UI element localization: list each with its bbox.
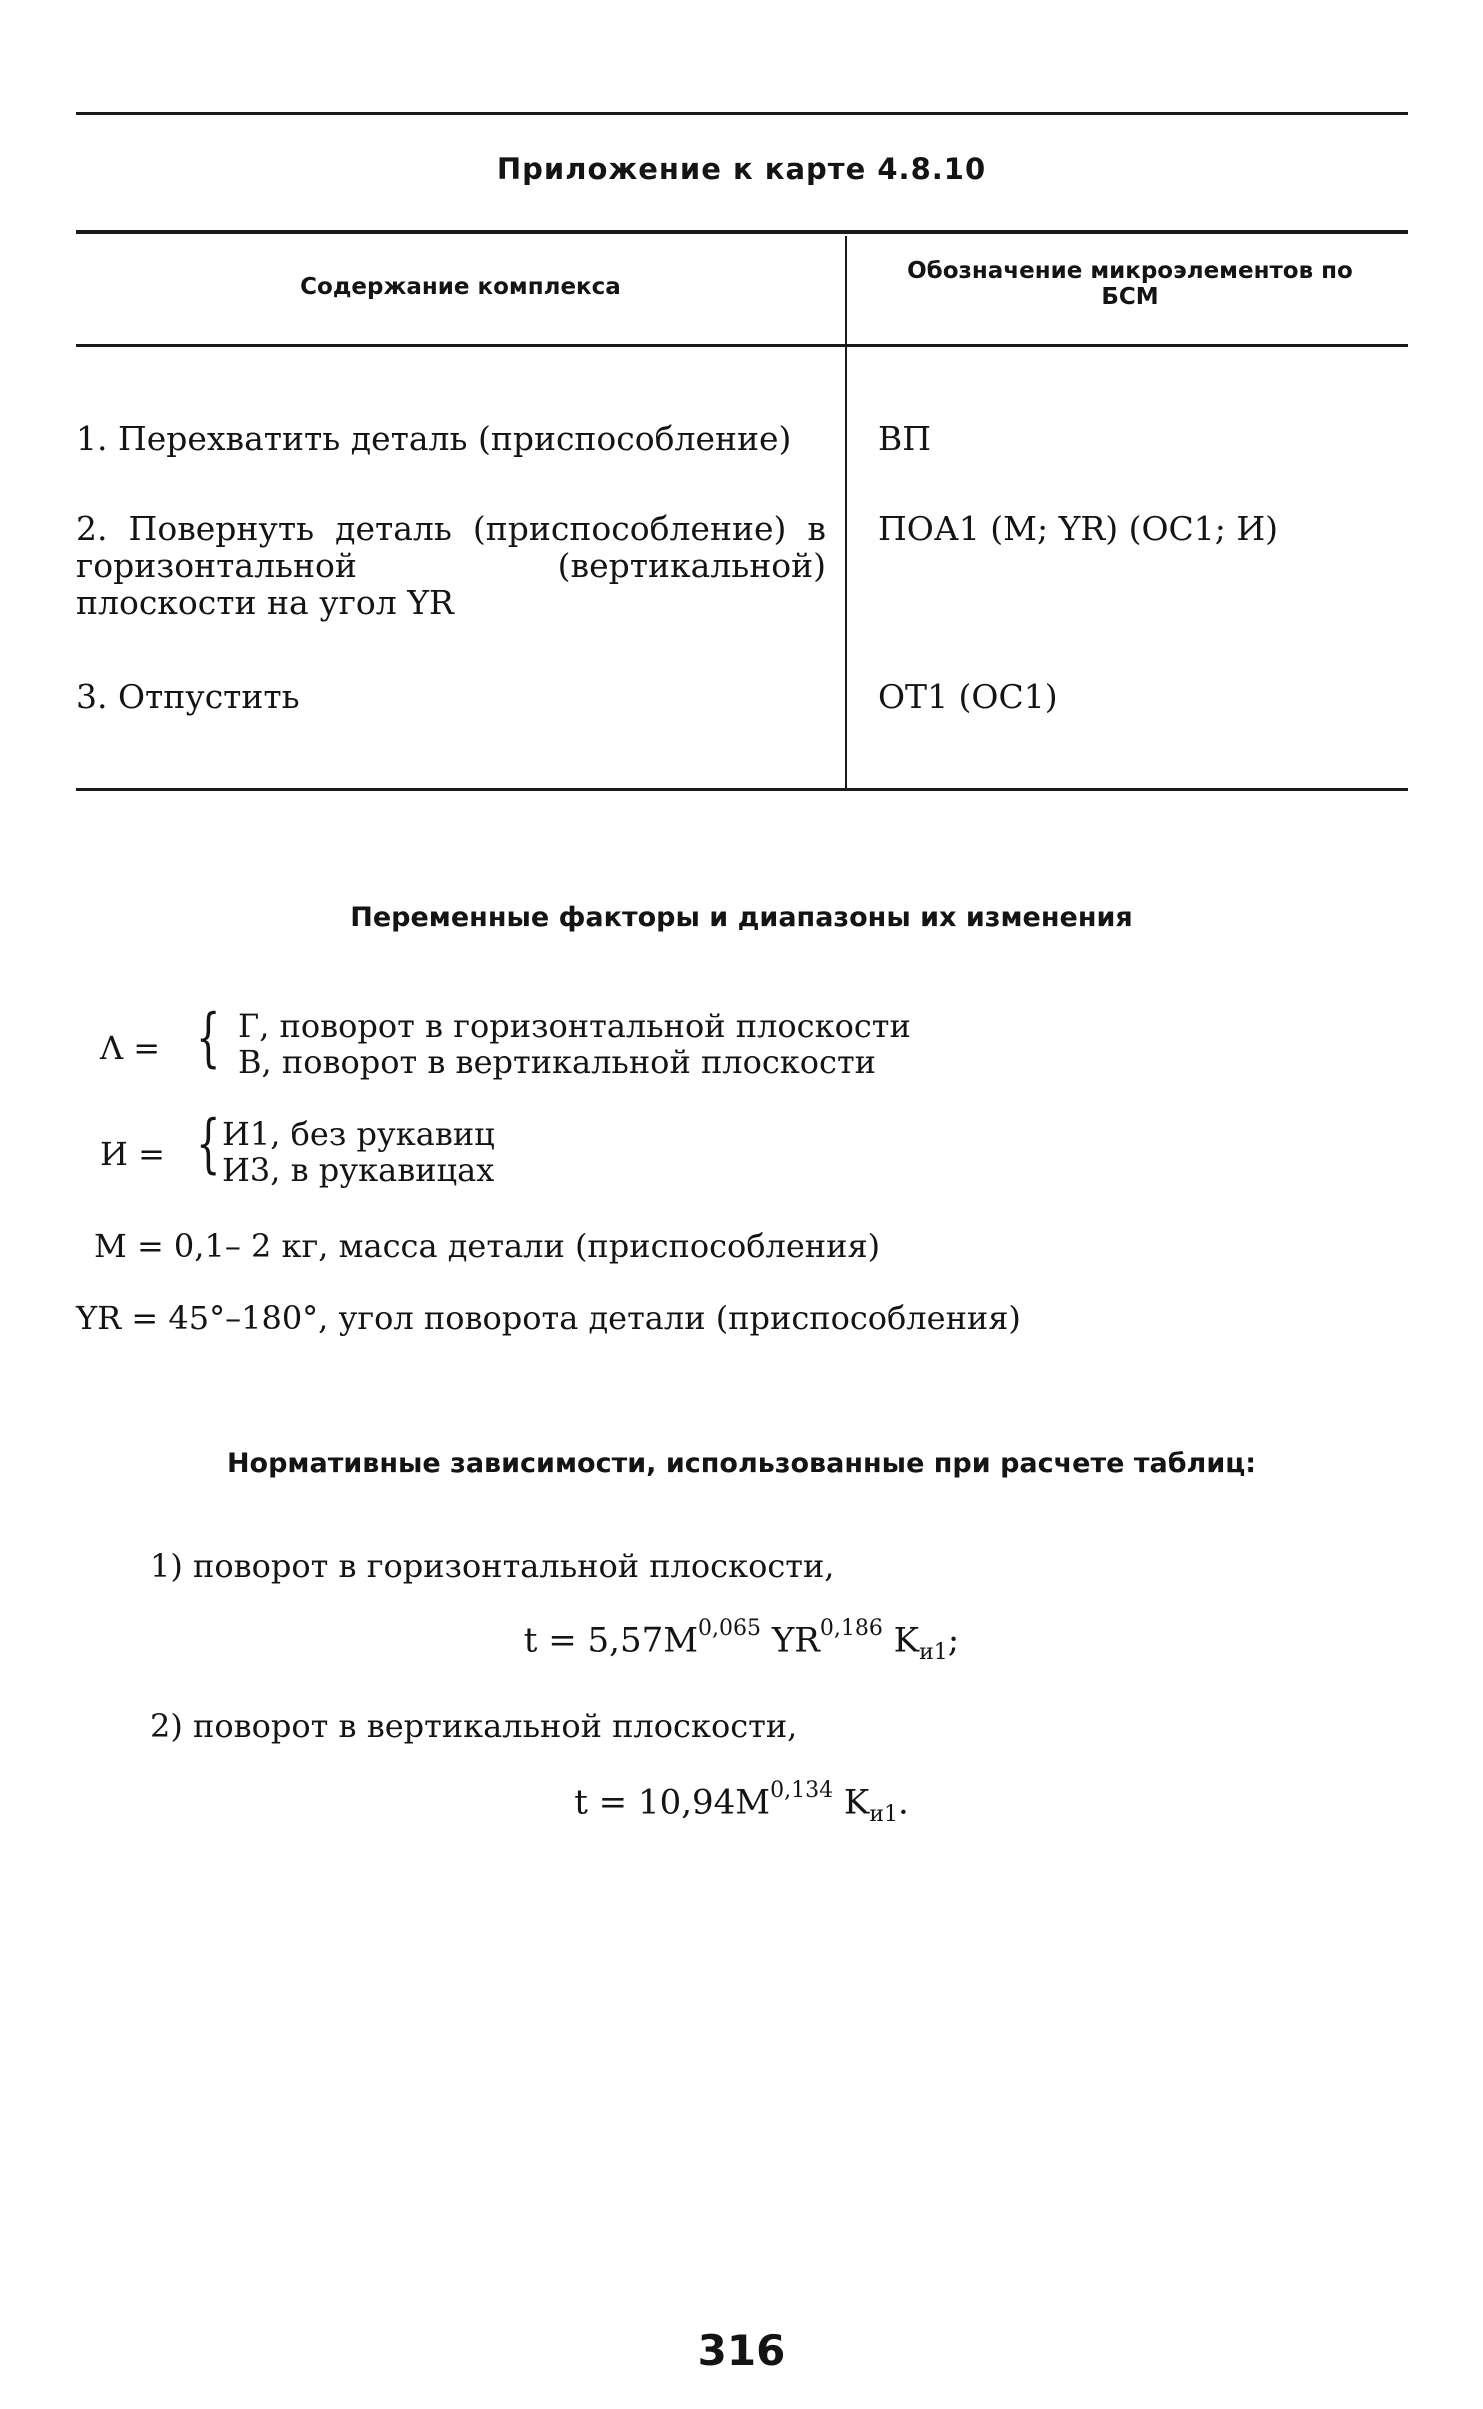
formula-1-k: K xyxy=(882,1620,920,1661)
brace-icon: { xyxy=(196,1001,221,1075)
lambda-option-2: В, поворот в вертикальной плоскости xyxy=(238,1043,876,1081)
column-header-code: Обозначение микроэлементов по БСМ xyxy=(907,258,1353,310)
formula-1-lead: t = 5,57M xyxy=(523,1620,699,1661)
table-row-2-code: ПОА1 (М; YR) (ОС1; И) xyxy=(878,509,1279,548)
formula-1-exp-yr: 0,186 xyxy=(819,1616,883,1641)
table-header-border xyxy=(76,344,1408,347)
table-top-border xyxy=(76,230,1408,234)
formula-1-exp-m: 0,065 xyxy=(698,1616,762,1641)
factors-title: Переменные факторы и диапазоны их изменения xyxy=(350,902,1133,933)
formula-1-k-sub: и1 xyxy=(919,1640,948,1666)
table-row-3-code: ОТ1 (ОС1) xyxy=(878,677,1058,716)
table-row-1-code: ВП xyxy=(878,419,932,458)
table-column-divider xyxy=(845,236,847,788)
formula-1-yr: YR xyxy=(761,1620,820,1661)
table-bottom-border xyxy=(76,788,1408,791)
formula-2-k: K xyxy=(833,1782,870,1823)
dependency-2-label: 2) поворот в вертикальной плоскости, xyxy=(150,1707,798,1745)
angle-range: YR = 45°–180°, угол поворота детали (приспособления) xyxy=(76,1299,1021,1337)
table-row-2-content: 2. Повернуть деталь (приспособление) в горизонтальной (вертикальной) плоскости на угол YR xyxy=(76,509,826,622)
table-row-1-content: 1. Перехватить деталь (приспособление) xyxy=(76,419,792,458)
dependency-2-formula xyxy=(0,1778,1483,1828)
page-number: 316 xyxy=(697,2326,786,2375)
formula-2-exp-m: 0,134 xyxy=(770,1778,834,1803)
brace-icon: { xyxy=(196,1107,221,1181)
formula-2-k-sub: и1 xyxy=(869,1802,898,1828)
top-rule xyxy=(76,112,1408,115)
gloves-option-2: И3, в рукавицах xyxy=(222,1151,495,1189)
page-title: Приложение к карте 4.8.10 xyxy=(496,152,987,186)
formula-2-tail: . xyxy=(897,1782,909,1823)
formula-1-tail: ; xyxy=(947,1620,960,1661)
column-header-content: Содержание комплекса xyxy=(300,274,621,300)
formula-2-lead: t = 10,94M xyxy=(574,1782,771,1823)
dependency-1-formula xyxy=(0,1616,1483,1666)
dependencies-title: Нормативные зависимости, использованные при расчете таблиц: xyxy=(226,1448,1257,1479)
table-row-3-content: 3. Отпустить xyxy=(76,677,300,716)
gloves-symbol: И = xyxy=(100,1135,165,1173)
gloves-option-1: И1, без рукавиц xyxy=(222,1115,495,1153)
lambda-option-1: Г, поворот в горизонтальной плоскости xyxy=(238,1007,911,1045)
mass-range: M = 0,1– 2 кг, масса детали (приспособления) xyxy=(94,1227,881,1265)
lambda-symbol: Λ = xyxy=(100,1029,161,1067)
dependency-1-label: 1) поворот в горизонтальной плоскости, xyxy=(150,1547,835,1585)
